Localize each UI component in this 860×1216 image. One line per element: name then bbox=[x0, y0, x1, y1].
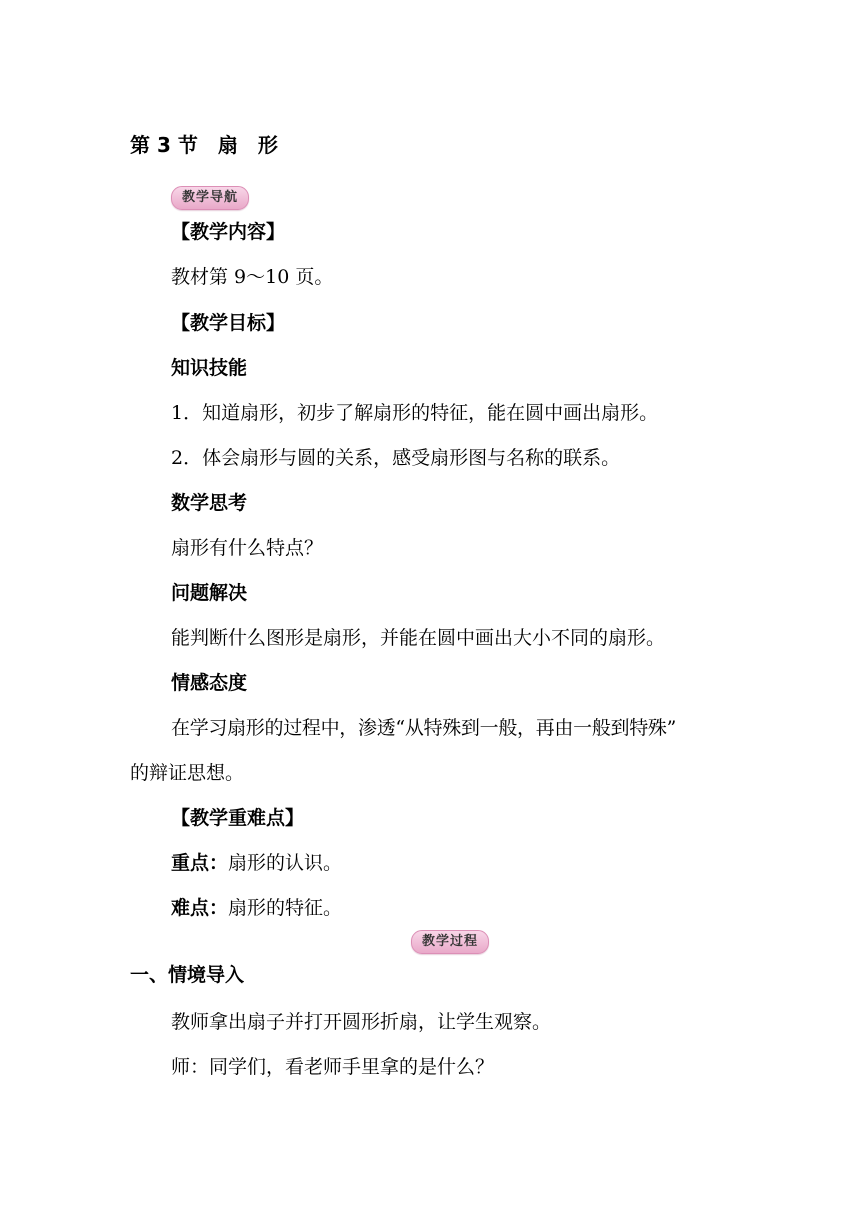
keypoints-heading: 【教学重难点】 bbox=[171, 807, 305, 829]
difficult-point bbox=[171, 896, 342, 920]
difficult-point-label: 难点： bbox=[171, 897, 229, 919]
problem-text: 能判断什么图形是扇形，并能在圆中画出大小不同的扇形。 bbox=[171, 627, 666, 649]
emotion-text-line2: 的辩证思想。 bbox=[130, 762, 245, 784]
intro-heading: 一、情境导入 bbox=[130, 964, 245, 986]
problem-heading: 问题解决 bbox=[171, 582, 248, 604]
key-point-label: 重点： bbox=[171, 852, 229, 874]
thinking-heading: 数学思考 bbox=[171, 492, 248, 514]
knowledge-item-2: 2．体会扇形与圆的关系，感受扇形图与名称的联系。 bbox=[171, 447, 621, 469]
emotion-text-line1: 在学习扇形的过程中，渗透“从特殊到一般，再由一般到特殊” bbox=[171, 717, 677, 739]
knowledge-heading: 知识技能 bbox=[171, 357, 248, 379]
goals-heading: 【教学目标】 bbox=[171, 312, 286, 334]
emotion-heading: 情感态度 bbox=[171, 672, 248, 694]
content-heading: 【教学内容】 bbox=[171, 221, 286, 243]
content-text: 教材第 9～10 页。 bbox=[171, 266, 334, 288]
key-point bbox=[171, 851, 342, 875]
section-title: 第 3 节 扇 形 bbox=[130, 133, 278, 157]
intro-text: 教师拿出扇子并打开圆形折扇，让学生观察。 bbox=[171, 1011, 552, 1033]
teaching-process-badge: 教学过程 bbox=[411, 930, 489, 954]
teacher-question: 师：同学们，看老师手里拿的是什么？ bbox=[171, 1056, 495, 1078]
knowledge-item-1: 1．知道扇形，初步了解扇形的特征，能在圆中画出扇形。 bbox=[171, 402, 659, 424]
teaching-guide-badge: 教学导航 bbox=[171, 186, 249, 210]
thinking-text: 扇形有什么特点？ bbox=[171, 537, 324, 559]
key-point-text: 扇形的认识。 bbox=[228, 852, 343, 874]
difficult-point-text: 扇形的特征。 bbox=[228, 897, 343, 919]
